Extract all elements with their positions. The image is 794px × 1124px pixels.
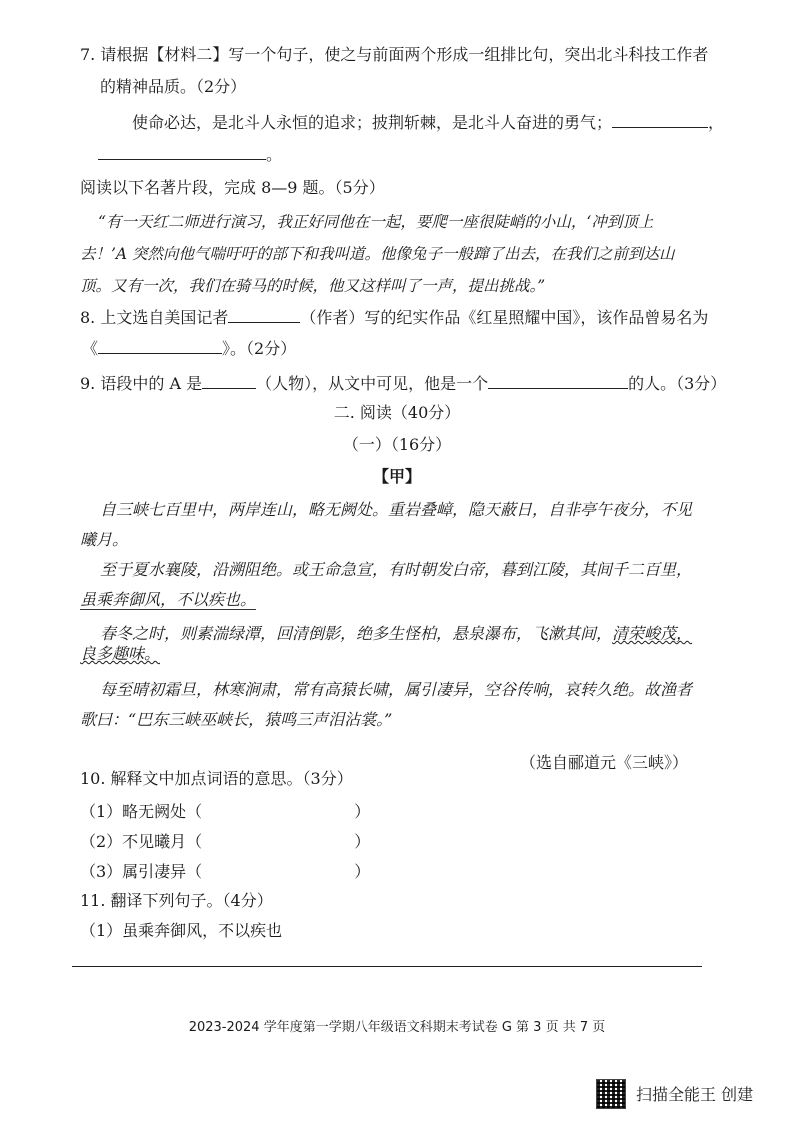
q8-part3: 《: [82, 339, 99, 358]
q10-item-1: [80, 801, 370, 823]
q7-comma: ，: [708, 113, 725, 132]
answer-divider-line: [72, 966, 702, 967]
q7-line2: 的精神品质。（2分）: [100, 77, 247, 96]
passage-p3a-text: 春冬之时，则素湍绿潭，回清倒影，绝多生怪柏，悬泉瀑布，飞漱其间，: [100, 624, 613, 643]
q7-example: [132, 111, 724, 134]
q8-author-blank[interactable]: [228, 306, 300, 323]
excerpt-line1: “有一天红二师进行演习，我正好同他在一起，要爬一座很陡峭的小山，‘冲到顶上: [98, 213, 654, 231]
q11-title: 11. 翻译下列句子。（4分）: [80, 891, 273, 910]
q8-line2: [82, 337, 296, 360]
passage-jia-label: 【甲】: [372, 467, 421, 486]
q7-answer-line2: [98, 143, 282, 166]
q10-item-3: [80, 861, 370, 883]
q10-item-3-label: （3）属引凄异（: [80, 862, 203, 881]
passage-p4b: 歌曰：“巴东三峡巫峡长，猿鸣三声泪沾裳。”: [80, 710, 393, 729]
q10-item-2-close: ）: [354, 832, 371, 851]
q9-person-blank[interactable]: [202, 372, 256, 389]
section2-title: 二. 阅读（40分）: [333, 403, 461, 422]
passage-p2a: 至于夏水襄陵，沿溯阻绝。或王命急宣，有时朝发白帝，暮到江陵，其间千二百里，: [100, 560, 693, 579]
q9-part1: 9. 语段中的 A 是: [80, 374, 203, 393]
passage-p1b: 曦月。: [80, 530, 129, 549]
excerpt-line3: 顶。又有一次，我们在骑马的时候，他又这样叫了一声，提出挑战。”: [80, 277, 546, 295]
q7-answer-blank-2[interactable]: [98, 143, 266, 160]
passage-p3a-wavy: 清荣峻茂，: [612, 624, 693, 643]
q11-item-1: （1）虽乘奔御风，不以疾也: [80, 921, 283, 940]
q10-title: 10. 解释文中加点词语的意思。（3分）: [80, 769, 353, 788]
q10-item-2: [80, 831, 370, 853]
passage-p2b: [80, 589, 256, 611]
q9-part2: （人物），从文中可见，他是一个: [256, 374, 489, 393]
q9-part3: 的人。（3分）: [628, 374, 727, 393]
section2-sub: （一）（16分）: [342, 435, 452, 454]
q8-title-blank[interactable]: [98, 337, 222, 354]
passage-p2b-underlined: 虽乘奔御风，不以疾也。: [80, 590, 257, 609]
q8-line1: [80, 306, 708, 329]
excerpt-line2: 去！’A 突然向他气喘吁吁的部下和我叫道。他像兔子一般蹿了出去，在我们之前到达山: [80, 245, 675, 263]
passage-p3b: [80, 643, 160, 665]
q8-part1: 8. 上文选自美国记者: [80, 308, 229, 327]
q9-line: [80, 372, 726, 395]
passage-p3a: [100, 623, 692, 645]
q7-example-text: 使命必达，是北斗人永恒的追求；披荆斩棘，是北斗人奋进的勇气；: [132, 113, 613, 132]
passage-p4a: 每至晴初霜旦，林寒涧肃，常有高猿长啸，属引凄异，空谷传响，哀转久绝。故渔者: [100, 680, 693, 699]
q7-answer-blank-1[interactable]: [612, 111, 708, 128]
passage-p1a: 自三峡七百里中，两岸连山，略无阙处。重岩叠嶂，隐天蔽日，自非亭午夜分，不见: [100, 500, 693, 519]
passage-p3b-wavy: 良多趣味。: [80, 644, 161, 663]
q10-item-1-close: ）: [354, 802, 371, 821]
scanner-watermark: 扫描全能王 创建: [636, 1085, 754, 1104]
q10-item-2-label: （2）不见曦月（: [80, 832, 203, 851]
q8-part4: 》。（2分）: [222, 339, 297, 358]
q7-line1: 7. 请根据【材料二】写一个句子，使之与前面两个形成一组排比句，突出北斗科技工作者: [80, 45, 709, 64]
qr-code-icon: [596, 1079, 626, 1109]
q9-trait-blank[interactable]: [488, 372, 628, 389]
q7-period: 。: [266, 145, 283, 164]
q8-part2: （作者）写的纪实作品《红星照耀中国》，该作品曾易名为: [300, 308, 709, 327]
q10-item-3-close: ）: [354, 862, 371, 881]
reading-intro: 阅读以下名著片段，完成 8—9 题。（5分）: [80, 178, 385, 197]
q10-item-1-label: （1）略无阙处（: [80, 802, 203, 821]
passage-source: （选自郦道元《三峡》）: [520, 753, 689, 772]
page-footer: 2023-2024 学年度第一学期八年级语文科期末考试卷 G 第 3 页 共 7 页: [188, 1020, 606, 1035]
